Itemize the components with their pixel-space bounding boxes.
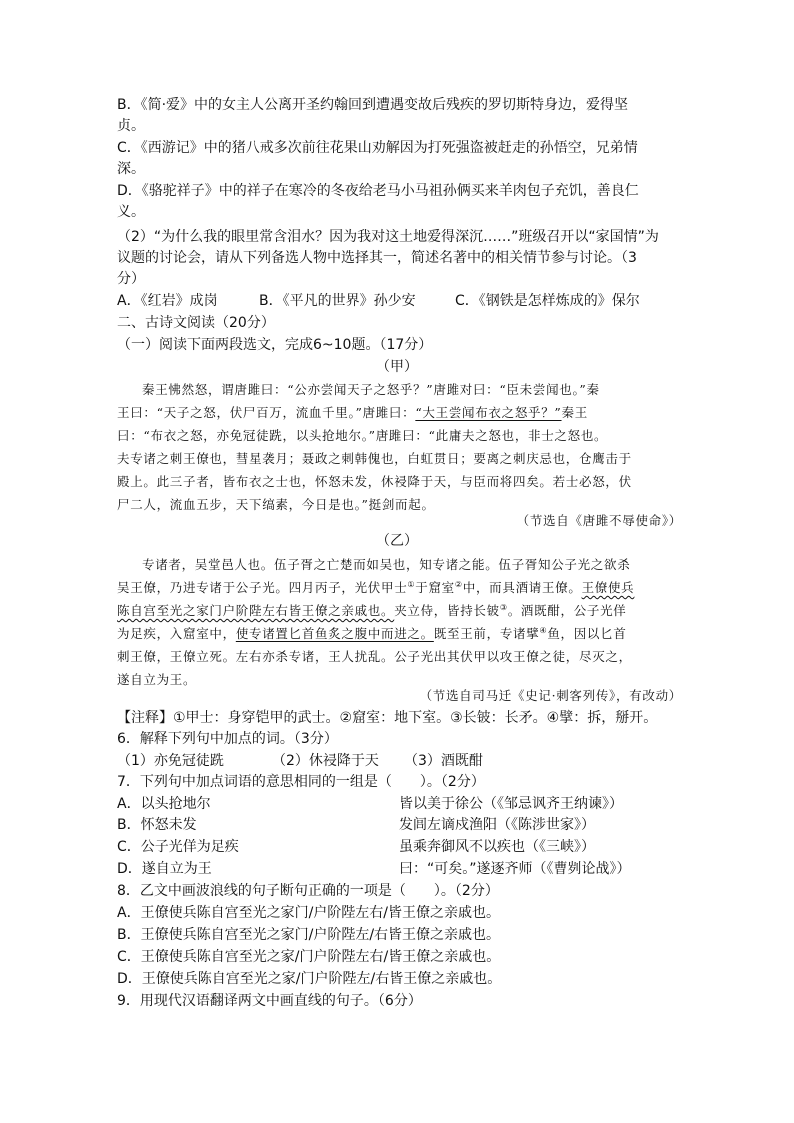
passage-yi-line2: 吴王僚，乃进专诸于公子光。四月丙子，光伏甲士①于窟室②中，而具酒请王僚。王僚使兵 xyxy=(117,580,635,595)
q7-option-d-right: 曰：“可矣。”遂逐齐师（《曹刿论战》） xyxy=(399,861,631,877)
q7-option-c-left: C．公子光佯为足疾 xyxy=(117,839,239,855)
passage-yi-source: （节选自司马迁《史记·刺客列传》，有改动） xyxy=(419,688,682,703)
passage-jia-heading: （甲） xyxy=(376,359,418,375)
q2-line1: （2）“为什么我的眼里常含泪水？因为我对这土地爱得深沉……”班级召开以“家国情”为 xyxy=(117,229,659,245)
q8-option-b: B．王僚使兵陈自宫至光之家门/户阶陛左/右皆王僚之亲戚也。 xyxy=(117,927,501,943)
underlined-sentence-yi: 使专诸置匕首鱼炙之腹中而进之。 xyxy=(235,626,434,641)
section2-title: 二、古诗文阅读（20分） xyxy=(117,315,275,331)
q7-option-b-right: 发闾左谪戍渔阳（《陈涉世家》） xyxy=(399,817,595,833)
q2-line2: 议题的讨论会，请从下列备选人物中选择其一，简述名著中的相关情节参与讨论。（3 xyxy=(117,250,637,266)
passage-jia-line1: 秦王怫然怒，谓唐雎曰：“公亦尝闻天子之怒乎？”唐雎对曰：“臣未尝闻也。”秦 xyxy=(142,382,600,397)
passage-yi-line4: 为足疾，入窟室中，使专诸置匕首鱼炙之腹中而进之。既至王前，专诸擘④鱼，因以匕首 xyxy=(117,626,627,641)
passage-jia-line6: 尸二人，流血五步，天下缟素，今日是也。”挺剑而起。 xyxy=(117,497,435,512)
q2-option-a: A．《红岩》成岗 xyxy=(117,293,218,309)
q8-option-a: A．王僚使兵陈自宫至光之家门/户阶陛左右/皆王僚之亲戚也。 xyxy=(117,905,501,921)
underlined-sentence-jia: “大王尝闻布衣之怒乎？” xyxy=(415,405,562,420)
q9-title: 9．用现代汉语翻译两文中画直线的句子。（6分） xyxy=(117,993,422,1009)
q8-option-c: C．王僚使兵陈自宫至光之家/门户阶陛左右/皆王僚之亲戚也。 xyxy=(117,949,501,965)
q8-title: 8．乙文中画波浪线的句子断句正确的一项是（ ）。（2分） xyxy=(117,883,499,899)
passage-jia-line4: 夫专诸之刺王僚也，彗星袭月；聂政之刺韩傀也，白虹贯日；要离之刺庆忌也，仓鹰击于 xyxy=(117,451,632,466)
q6-item3: （3）酒既酣 xyxy=(404,753,483,769)
q7-title: 7．下列句中加点词语的意思相同的一组是（ ）。（2分） xyxy=(117,774,485,790)
passage-yi-line5: 刺王僚，王僚立死。左右亦杀专诸，王人扰乱。公子光出其伏甲以攻王僚之徒，尽灭之， xyxy=(117,649,632,664)
passage-jia-line2: 王曰：“天子之怒，伏尸百万，流血千里。”唐雎曰：“大王尝闻布衣之怒乎？”秦王 xyxy=(117,405,588,420)
option-c-line2: 深。 xyxy=(117,161,145,177)
subsection1-title: （一）阅读下面两段选文，完成6~10题。（17分） xyxy=(117,337,433,353)
passage-jia-line5: 殿上。此三子者，皆布衣之士也，怀怒未发，休祲降于天，与臣而将四矣。若士必怒，伏 xyxy=(117,474,632,489)
q8-option-d: D．王僚使兵陈自宫至光之家/门户阶陛左/右皆王僚之亲戚也。 xyxy=(117,971,502,987)
q6-title: 6．解释下列句中加点的词。（3分） xyxy=(117,731,338,747)
q7-option-a-left: A．以头抢地尔 xyxy=(117,796,211,812)
q7-option-d-left: D．遂自立为王 xyxy=(117,861,212,877)
option-c-line1: C．《西游记》中的猪八戒多次前往花果山劝解因为打死强盗被赶走的孙悟空，兄弟情 xyxy=(117,140,638,156)
option-d-line1: D．《骆驼祥子》中的祥子在寒冷的冬夜给老马小马祖孙俩买来羊肉包子充饥，善良仁 xyxy=(117,183,639,199)
option-b-line2: 贞。 xyxy=(117,118,145,134)
option-d-line2: 义。 xyxy=(117,204,145,220)
passage-jia-line3: 曰：“布衣之怒，亦免冠徒跣，以头抢地尔。”唐雎曰：“此庸夫之怒也，非士之怒也。 xyxy=(117,428,608,443)
option-b-line1: B．《简·爱》中的女主人公离开圣约翰回到遭遇变故后残疾的罗切斯特身边，爱得坚 xyxy=(117,97,629,113)
q7-option-b-left: B．怀怒未发 xyxy=(117,817,197,833)
passage-yi-line3: 陈自宫至光之家门户阶陛左右皆王僚之亲戚也。夹立侍，皆持长铍③。酒既酣，公子光佯 xyxy=(117,603,627,618)
q6-item2: （2）休祲降于天 xyxy=(272,753,379,769)
wavy-sentence-part1: 王僚使兵 xyxy=(581,580,635,595)
q2-option-c: C．《钢铁是怎样炼成的》保尔 xyxy=(455,293,640,309)
q7-option-c-right: 虽乘奔御风不以疾也（《三峡》） xyxy=(399,839,595,855)
q2-option-b: B．《平凡的世界》孙少安 xyxy=(259,293,416,309)
passage-yi-line6: 遂自立为王。 xyxy=(117,672,197,687)
q2-line3: 分） xyxy=(117,271,145,287)
annotation-notes: 【注释】①甲士：身穿铠甲的武士。②窟室：地下室。③长铍：长矛。④擘：拆，掰开。 xyxy=(117,710,658,726)
q6-item1: （1）亦免冠徒跣 xyxy=(117,753,224,769)
passage-jia-source: （节选自《唐雎不辱使命》） xyxy=(516,513,682,528)
passage-yi-heading: （乙） xyxy=(376,533,418,549)
q7-option-a-right: 皆以美于徐公（《邹忌讽齐王纳谏》） xyxy=(399,796,623,812)
passage-yi-line1: 专诸者，吴堂邑人也。伍子胥之亡楚而如吴也，知专诸之能。伍子胥知公子光之欲杀 xyxy=(142,557,631,572)
wavy-sentence-part2: 陈自宫至光之家门户阶陛左右皆王僚之亲戚也。 xyxy=(117,603,395,618)
